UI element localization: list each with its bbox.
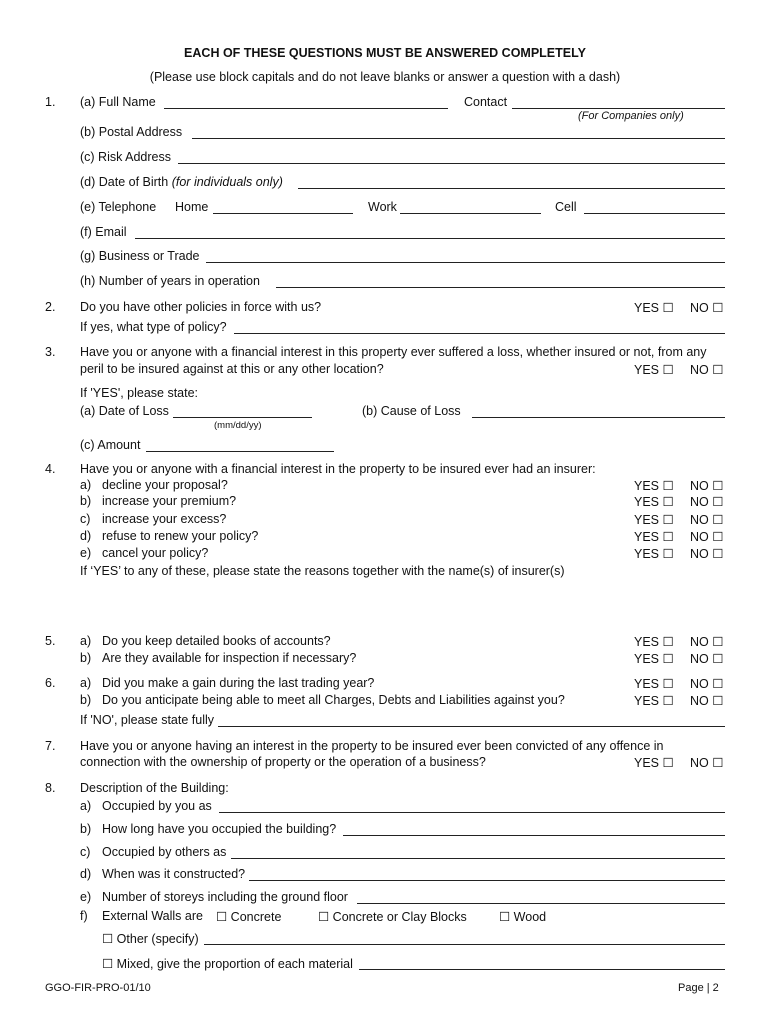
q7-number: 7.	[45, 739, 56, 753]
occupied-by-you-label: Occupied by you as	[102, 799, 212, 813]
form-subtitle: (Please use block capitals and do not leave blanks or answer a question with a dash)	[149, 70, 621, 84]
other-material-field[interactable]	[204, 944, 725, 945]
date-of-loss-field[interactable]	[173, 417, 312, 418]
q3-number: 3.	[45, 345, 56, 359]
storeys-label: Number of storeys including the ground floor	[102, 890, 348, 904]
date-of-loss-label: (a) Date of Loss	[80, 404, 169, 418]
occupied-by-others-field[interactable]	[231, 858, 725, 859]
q4-item-text: decline your proposal?	[102, 478, 228, 492]
contact-field[interactable]	[512, 108, 725, 109]
q3-no-checkbox[interactable]: NO ☐	[690, 363, 724, 377]
q4-item-text: increase your premium?	[102, 494, 237, 508]
q8-item-letter: c)	[80, 845, 91, 859]
q5b-yes-checkbox[interactable]: YES ☐	[634, 652, 674, 666]
q4d-yes-checkbox[interactable]: YES ☐	[634, 530, 674, 544]
page-number: Page | 2	[678, 982, 719, 994]
q3-question-line2: peril to be insured against at this or any other location?	[80, 362, 384, 376]
years-operation-field[interactable]	[276, 287, 725, 288]
q5a-no-checkbox[interactable]: NO ☐	[690, 635, 724, 649]
q5a-yes-checkbox[interactable]: YES ☐	[634, 635, 674, 649]
q6-item-letter: b)	[80, 693, 92, 707]
telephone-label: (e) Telephone	[80, 200, 157, 214]
q4e-no-checkbox[interactable]: NO ☐	[690, 547, 724, 561]
q4-number: 4.	[45, 462, 56, 476]
cause-of-loss-label: (b) Cause of Loss	[362, 404, 461, 418]
email-label: (f) Email	[80, 225, 127, 239]
q8-item-letter: d)	[80, 867, 92, 881]
risk-address-label: (c) Risk Address	[80, 150, 171, 164]
q1-number: 1.	[45, 95, 56, 109]
mixed-material-field[interactable]	[359, 969, 725, 970]
home-phone-label: Home	[175, 200, 209, 214]
form-title: EACH OF THESE QUESTIONS MUST BE ANSWERED COMPLETELY	[184, 46, 586, 60]
risk-address-field[interactable]	[178, 163, 725, 164]
q8-item-letter: b)	[80, 822, 92, 836]
construction-date-field[interactable]	[249, 880, 725, 881]
years-operation-label: (h) Number of years in operation	[80, 274, 260, 288]
q2-yes-checkbox[interactable]: YES ☐	[634, 301, 674, 315]
date-of-birth-label: (d) Date of Birth (for individuals only)	[80, 175, 283, 189]
q4b-no-checkbox[interactable]: NO ☐	[690, 495, 724, 509]
q7-question-line1: Have you or anyone having an interest in the property to be insured ever been convicted of any offence in	[80, 739, 664, 753]
contact-label: Contact	[464, 95, 508, 109]
q8-item-letter: e)	[80, 890, 92, 904]
q2-followup-label: If yes, what type of policy?	[80, 320, 227, 334]
q6-number: 6.	[45, 676, 56, 690]
q6-followup-field[interactable]	[218, 726, 725, 727]
business-trade-field[interactable]	[206, 262, 725, 263]
q7-question-line2: connection with the ownership of property or the operation of a business?	[80, 755, 486, 769]
date-format-hint: (mm/dd/yy)	[214, 420, 262, 431]
q4-item-letter: d)	[80, 529, 92, 543]
form-code: GGO-FIR-PRO-01/10	[45, 982, 151, 994]
occupied-by-you-field[interactable]	[219, 812, 725, 813]
postal-address-field[interactable]	[192, 138, 725, 139]
companies-only-note: (For Companies only)	[578, 110, 684, 122]
full-name-field[interactable]	[164, 108, 448, 109]
q8-intro: Description of the Building:	[80, 781, 229, 795]
concrete-checkbox[interactable]: ☐ Concrete	[216, 910, 282, 924]
mixed-material-checkbox[interactable]: ☐ Mixed, give the proportion of each material	[102, 957, 353, 971]
storeys-field[interactable]	[357, 903, 725, 904]
q3-question-line1: Have you or anyone with a financial interest in this property ever suffered a loss, whether insured or not, from any	[80, 345, 707, 359]
q6-item-letter: a)	[80, 676, 92, 690]
q4a-yes-checkbox[interactable]: YES ☐	[634, 479, 674, 493]
email-field[interactable]	[135, 238, 725, 239]
home-phone-field[interactable]	[213, 213, 353, 214]
q8-item-letter: a)	[80, 799, 92, 813]
q4-item-text: cancel your policy?	[102, 546, 209, 560]
q8-item-letter: f)	[80, 909, 88, 923]
q6a-no-checkbox[interactable]: NO ☐	[690, 677, 724, 691]
q8-number: 8.	[45, 781, 56, 795]
q4-intro: Have you or anyone with a financial interest in the property to be insured ever had an insurer:	[80, 462, 596, 476]
date-of-birth-field[interactable]	[298, 188, 725, 189]
amount-label: (c) Amount	[80, 438, 141, 452]
q2-question: Do you have other policies in force with us?	[80, 300, 322, 314]
q3-yes-checkbox[interactable]: YES ☐	[634, 363, 674, 377]
q6-item-text: Did you make a gain during the last trading year?	[102, 676, 375, 690]
q4b-yes-checkbox[interactable]: YES ☐	[634, 495, 674, 509]
cell-phone-field[interactable]	[584, 213, 725, 214]
q5-item-letter: a)	[80, 634, 92, 648]
q2-no-checkbox[interactable]: NO ☐	[690, 301, 724, 315]
postal-address-label: (b) Postal Address	[80, 125, 183, 139]
q6a-yes-checkbox[interactable]: YES ☐	[634, 677, 674, 691]
q4-item-text: increase your excess?	[102, 512, 227, 526]
q4-item-text: refuse to renew your policy?	[102, 529, 259, 543]
q5-item-text: Are they available for inspection if necessary?	[102, 651, 357, 665]
q6b-yes-checkbox[interactable]: YES ☐	[634, 694, 674, 708]
q6-item-text: Do you anticipate being able to meet all Charges, Debts and Liabilities against you?	[102, 693, 565, 707]
external-walls-label: External Walls are	[102, 909, 203, 923]
q4-item-letter: b)	[80, 494, 92, 508]
wood-checkbox[interactable]: ☐ Wood	[499, 910, 547, 924]
q4-followup: If ‘YES’ to any of these, please state the reasons together with the name(s) of insurer(s)	[80, 564, 565, 578]
business-trade-label: (g) Business or Trade	[80, 249, 200, 263]
q4d-no-checkbox[interactable]: NO ☐	[690, 530, 724, 544]
q4c-yes-checkbox[interactable]: YES ☐	[634, 513, 674, 527]
occupied-by-others-label: Occupied by others as	[102, 845, 227, 859]
q7-yes-checkbox[interactable]: YES ☐	[634, 756, 674, 770]
q7-no-checkbox[interactable]: NO ☐	[690, 756, 724, 770]
q5b-no-checkbox[interactable]: NO ☐	[690, 652, 724, 666]
work-phone-label: Work	[368, 200, 397, 214]
q6b-no-checkbox[interactable]: NO ☐	[690, 694, 724, 708]
q5-number: 5.	[45, 634, 56, 648]
construction-date-label: When was it constructed?	[102, 867, 246, 881]
q4c-no-checkbox[interactable]: NO ☐	[690, 513, 724, 527]
occupancy-duration-label: How long have you occupied the building?	[102, 822, 337, 836]
q4-item-letter: e)	[80, 546, 92, 560]
work-phone-field[interactable]	[400, 213, 541, 214]
q4e-yes-checkbox[interactable]: YES ☐	[634, 547, 674, 561]
q6-followup-label: If 'NO', please state fully	[80, 713, 214, 727]
q4-item-letter: a)	[80, 478, 92, 492]
cause-of-loss-field[interactable]	[472, 417, 725, 418]
q5-item-text: Do you keep detailed books of accounts?	[102, 634, 331, 648]
cell-phone-label: Cell	[555, 200, 577, 214]
q5-item-letter: b)	[80, 651, 92, 665]
q4-item-letter: c)	[80, 512, 91, 526]
concrete-blocks-checkbox[interactable]: ☐ Concrete or Clay Blocks	[318, 910, 467, 924]
occupancy-duration-field[interactable]	[343, 835, 725, 836]
full-name-label: (a) Full Name	[80, 95, 156, 109]
other-material-checkbox[interactable]: ☐ Other (specify)	[102, 932, 199, 946]
q3-if-yes-label: If 'YES', please state:	[80, 386, 199, 400]
policy-type-field[interactable]	[234, 333, 725, 334]
q2-number: 2.	[45, 300, 56, 314]
q4a-no-checkbox[interactable]: NO ☐	[690, 479, 724, 493]
amount-field[interactable]	[146, 451, 334, 452]
